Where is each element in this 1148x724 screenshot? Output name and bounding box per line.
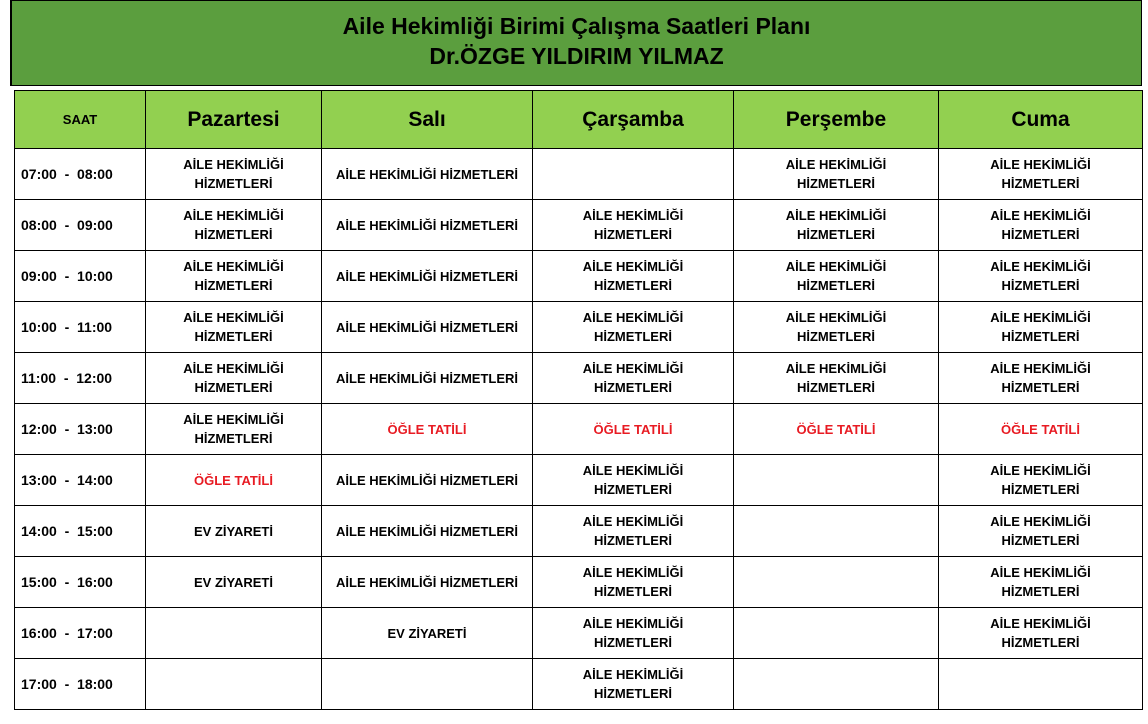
schedule-cell-carsamba: [533, 251, 734, 302]
schedule-cell-text: AİLE HEKİMLİĞİ HİZMETLERİ: [582, 616, 684, 650]
schedule-cell-persembe: [734, 302, 939, 353]
schedule-cell-text: ÖĞLE TATİLİ: [387, 421, 467, 437]
schedule-cell-text: ÖĞLE TATİLİ: [796, 421, 876, 437]
table-row: [15, 659, 1143, 710]
schedule-cell-pazartesi: [146, 353, 322, 404]
schedule-cell-text: AİLE HEKİMLİĞİ HİZMETLERİ: [990, 208, 1091, 242]
header-pazartesi: Pazartesi: [146, 91, 322, 149]
table-row: [15, 302, 1143, 353]
table-row: [15, 251, 1143, 302]
schedule-cell-sali: [322, 506, 533, 557]
table-row: [15, 608, 1143, 659]
schedule-cell-sali: [322, 557, 533, 608]
schedule-cell-pazartesi: [146, 557, 322, 608]
schedule-cell-text: AİLE HEKİMLİĞİ HİZMETLERİ: [785, 259, 887, 293]
schedule-cell-carsamba: [533, 659, 734, 710]
schedule-cell-text: AİLE HEKİMLİĞİ HİZMETLERİ: [183, 361, 284, 395]
schedule-cell-text: AİLE HEKİMLİĞİ HİZMETLERİ: [990, 259, 1091, 293]
schedule-cell-cuma: [939, 608, 1143, 659]
doctor-name: Dr.ÖZGE YILDIRIM YILMAZ: [429, 43, 724, 69]
schedule-cell-sali: [322, 302, 533, 353]
schedule-cell-sali: [322, 149, 533, 200]
schedule-cell-sali: [322, 455, 533, 506]
time-slot-cell: 15:00 - 16:00: [15, 557, 146, 608]
schedule-cell-persembe: [734, 557, 939, 608]
schedule-cell-text: AİLE HEKİMLİĞİ HİZMETLERİ: [582, 463, 684, 497]
schedule-cell-text: AİLE HEKİMLİĞİ HİZMETLERİ: [336, 370, 518, 386]
schedule-cell-text: AİLE HEKİMLİĞİ HİZMETLERİ: [990, 463, 1091, 497]
schedule-cell-text: AİLE HEKİMLİĞİ HİZMETLERİ: [582, 208, 684, 242]
time-slot-cell: 17:00 - 18:00: [15, 659, 146, 710]
schedule-cell-pazartesi: [146, 251, 322, 302]
schedule-cell-persembe: [734, 659, 939, 710]
schedule-cell-text: AİLE HEKİMLİĞİ HİZMETLERİ: [990, 157, 1091, 191]
schedule-cell-text: EV ZİYARETİ: [387, 625, 467, 641]
header-carsamba: Çarşamba: [533, 91, 734, 149]
schedule-table: [14, 90, 1143, 710]
schedule-cell-text: AİLE HEKİMLİĞİ HİZMETLERİ: [336, 166, 518, 182]
schedule-cell-text: AİLE HEKİMLİĞİ HİZMETLERİ: [582, 361, 684, 395]
schedule-cell-cuma: [939, 455, 1143, 506]
schedule-cell-text: AİLE HEKİMLİĞİ HİZMETLERİ: [336, 217, 518, 233]
schedule-cell-persembe: [734, 200, 939, 251]
schedule-cell-cuma: [939, 506, 1143, 557]
schedule-cell-text: EV ZİYARETİ: [194, 574, 273, 590]
header-row: [15, 91, 1143, 149]
schedule-cell-pazartesi: [146, 404, 322, 455]
time-slot-cell: 10:00 - 11:00: [15, 302, 146, 353]
schedule-cell-text: AİLE HEKİMLİĞİ HİZMETLERİ: [582, 259, 684, 293]
schedule-cell-carsamba: [533, 608, 734, 659]
time-slot-cell: 11:00 - 12:00: [15, 353, 146, 404]
schedule-cell-persembe: [734, 149, 939, 200]
schedule-cell-text: AİLE HEKİMLİĞİ HİZMETLERİ: [183, 157, 284, 191]
schedule-cell-text: AİLE HEKİMLİĞİ HİZMETLERİ: [183, 259, 284, 293]
time-slot-cell: 12:00 - 13:00: [15, 404, 146, 455]
schedule-cell-text: AİLE HEKİMLİĞİ HİZMETLERİ: [183, 412, 284, 446]
schedule-cell-pazartesi: [146, 455, 322, 506]
schedule-body: [15, 149, 1143, 710]
schedule-cell-sali: [322, 353, 533, 404]
schedule-cell-text: AİLE HEKİMLİĞİ HİZMETLERİ: [183, 208, 284, 242]
schedule-cell-sali: [322, 608, 533, 659]
schedule-cell-persembe: [734, 353, 939, 404]
schedule-cell-text: AİLE HEKİMLİĞİ HİZMETLERİ: [785, 208, 887, 242]
schedule-cell-sali: [322, 404, 533, 455]
schedule-cell-pazartesi: [146, 659, 322, 710]
schedule-cell-persembe: [734, 506, 939, 557]
table-row: [15, 557, 1143, 608]
table-row: [15, 149, 1143, 200]
schedule-cell-text: AİLE HEKİMLİĞİ HİZMETLERİ: [582, 667, 684, 701]
table-row: [15, 455, 1143, 506]
table-row: [15, 200, 1143, 251]
schedule-cell-text: AİLE HEKİMLİĞİ HİZMETLERİ: [336, 472, 518, 488]
schedule-cell-text: AİLE HEKİMLİĞİ HİZMETLERİ: [785, 361, 887, 395]
time-slot-cell: 09:00 - 10:00: [15, 251, 146, 302]
schedule-cell-carsamba: [533, 506, 734, 557]
schedule-cell-text: AİLE HEKİMLİĞİ HİZMETLERİ: [336, 319, 518, 335]
schedule-cell-pazartesi: [146, 506, 322, 557]
schedule-cell-persembe: [734, 404, 939, 455]
table-row: [15, 506, 1143, 557]
schedule-cell-text: AİLE HEKİMLİĞİ HİZMETLERİ: [990, 310, 1091, 344]
schedule-cell-text: AİLE HEKİMLİĞİ HİZMETLERİ: [582, 514, 684, 548]
schedule-cell-text: AİLE HEKİMLİĞİ HİZMETLERİ: [990, 565, 1091, 599]
schedule-cell-text: EV ZİYARETİ: [194, 523, 273, 539]
schedule-cell-cuma: [939, 404, 1143, 455]
schedule-cell-cuma: [939, 200, 1143, 251]
schedule-cell-text: AİLE HEKİMLİĞİ HİZMETLERİ: [990, 514, 1091, 548]
schedule-cell-text: AİLE HEKİMLİĞİ HİZMETLERİ: [336, 268, 518, 284]
time-slot-cell: 14:00 - 15:00: [15, 506, 146, 557]
header-saat: SAAT: [15, 91, 146, 149]
header-cuma: Cuma: [939, 91, 1143, 149]
header-persembe: Perşembe: [734, 91, 939, 149]
title-band: [10, 0, 1142, 86]
header-sali: Salı: [322, 91, 533, 149]
schedule-cell-cuma: [939, 557, 1143, 608]
schedule-cell-cuma: [939, 149, 1143, 200]
schedule-cell-text: AİLE HEKİMLİĞİ HİZMETLERİ: [183, 310, 284, 344]
schedule-cell-carsamba: [533, 200, 734, 251]
schedule-cell-text: AİLE HEKİMLİĞİ HİZMETLERİ: [336, 523, 518, 539]
schedule-cell-pazartesi: [146, 149, 322, 200]
schedule-cell-text: ÖĞLE TATİLİ: [1001, 421, 1080, 437]
schedule-cell-persembe: [734, 608, 939, 659]
schedule-cell-text: AİLE HEKİMLİĞİ HİZMETLERİ: [582, 310, 684, 344]
schedule-cell-pazartesi: [146, 200, 322, 251]
schedule-cell-text: AİLE HEKİMLİĞİ HİZMETLERİ: [785, 310, 887, 344]
schedule-cell-text: AİLE HEKİMLİĞİ HİZMETLERİ: [990, 361, 1091, 395]
schedule-cell-cuma: [939, 302, 1143, 353]
schedule-cell-sali: [322, 251, 533, 302]
schedule-cell-sali: [322, 200, 533, 251]
schedule-cell-text: ÖĞLE TATİLİ: [593, 421, 673, 437]
time-slot-cell: 16:00 - 17:00: [15, 608, 146, 659]
schedule-cell-carsamba: [533, 149, 734, 200]
schedule-cell-cuma: [939, 251, 1143, 302]
schedule-cell-persembe: [734, 455, 939, 506]
schedule-cell-text: AİLE HEKİMLİĞİ HİZMETLERİ: [336, 574, 518, 590]
schedule-cell-carsamba: [533, 404, 734, 455]
time-slot-cell: 13:00 - 14:00: [15, 455, 146, 506]
schedule-cell-text: AİLE HEKİMLİĞİ HİZMETLERİ: [990, 616, 1091, 650]
schedule-cell-text: ÖĞLE TATİLİ: [194, 472, 273, 488]
schedule-cell-pazartesi: [146, 302, 322, 353]
table-row: [15, 353, 1143, 404]
page-title: Aile Hekimliği Birimi Çalışma Saatleri Planı: [342, 13, 811, 39]
schedule-cell-text: AİLE HEKİMLİĞİ HİZMETLERİ: [582, 565, 684, 599]
time-slot-cell: 07:00 - 08:00: [15, 149, 146, 200]
schedule-cell-persembe: [734, 251, 939, 302]
table-row: [15, 404, 1143, 455]
schedule-cell-pazartesi: [146, 608, 322, 659]
schedule-cell-carsamba: [533, 353, 734, 404]
schedule-cell-cuma: [939, 353, 1143, 404]
schedule-cell-cuma: [939, 659, 1143, 710]
schedule-cell-carsamba: [533, 455, 734, 506]
time-slot-cell: 08:00 - 09:00: [15, 200, 146, 251]
schedule-cell-sali: [322, 659, 533, 710]
schedule-cell-text: AİLE HEKİMLİĞİ HİZMETLERİ: [785, 157, 887, 191]
schedule-cell-carsamba: [533, 557, 734, 608]
schedule-cell-carsamba: [533, 302, 734, 353]
